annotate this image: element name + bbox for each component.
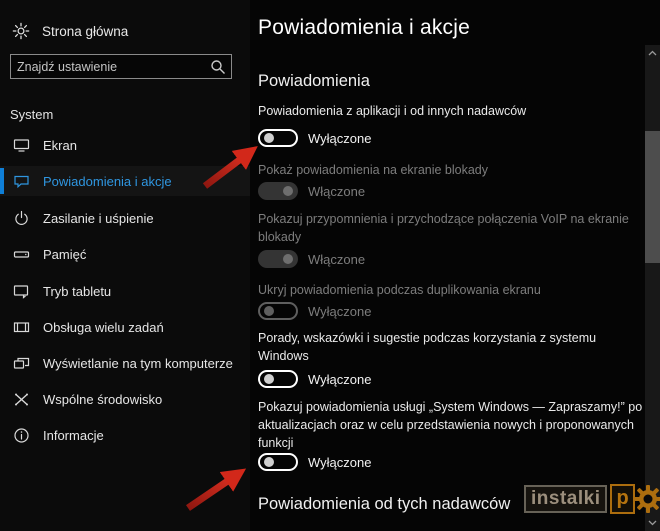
sidebar-item-powiadomienia[interactable] (0, 166, 250, 196)
home-label: Strona główna (42, 23, 129, 39)
toggle-knob (283, 254, 293, 264)
tablet-icon (13, 283, 30, 300)
multitasking-icon (13, 319, 30, 336)
sidebar-item-ekran[interactable] (0, 130, 250, 160)
display-icon (13, 137, 30, 154)
toggle-state-label: Włączone (308, 183, 366, 199)
sidebar-item-zasilanie[interactable] (0, 203, 250, 233)
sidebar-item-wyswietlanie[interactable] (0, 348, 250, 378)
sidebar-item-wspolne-srodowisko[interactable] (0, 384, 250, 414)
search-icon[interactable] (208, 57, 228, 77)
toggle-lockscreen-notifications[interactable] (258, 182, 298, 200)
main-content (250, 0, 660, 531)
scrollbar-track[interactable] (645, 45, 660, 531)
search-box (10, 54, 232, 79)
page-title: Powiadomienia i akcje (258, 16, 470, 39)
toggle-state-label: Wyłączone (308, 371, 372, 387)
toggle-app-notifications[interactable] (258, 129, 298, 147)
sidebar-item-label: Zasilanie i uśpienie (43, 210, 154, 226)
toggle-knob (264, 133, 274, 143)
setting-label: Pokazuj powiadomienia usługi „System Windows — Zapraszamy!” po aktualizacjach oraz w celu przedstawienia nowych i proponowanych funkcji (258, 400, 643, 450)
gear-icon (12, 22, 30, 40)
toggle-state-label: Włączone (308, 251, 366, 267)
toggle-tips-suggestions[interactable] (258, 370, 298, 388)
setting-label: Pokaż powiadomienia na ekranie blokady (258, 163, 489, 177)
watermark-suffix: p (610, 484, 634, 514)
sidebar-item-informacje[interactable] (0, 420, 250, 450)
sidebar-item-label: Obsługa wielu zadań (43, 319, 164, 335)
setting-label: Powiadomienia z aplikacji i od innych nadawców (258, 104, 527, 118)
sidebar (0, 0, 250, 531)
info-icon (13, 427, 30, 444)
toggle-voip-lockscreen[interactable] (258, 250, 298, 268)
chevron-up-icon (648, 50, 657, 56)
toggle-state-label: Wyłączone (308, 454, 372, 470)
watermark-instalki-pl (524, 482, 660, 516)
sidebar-item-label: Wyświetlanie na tym komputerze (43, 355, 233, 371)
chevron-down-icon (648, 520, 657, 526)
setting-label: Ukryj powiadomienia podczas duplikowania ekranu (258, 283, 541, 297)
sidebar-item-label: Pamięć (43, 246, 87, 262)
sidebar-item-label: Ekran (43, 137, 77, 153)
toggle-state-label: Wyłączone (308, 303, 372, 319)
scrollbar-down-button[interactable] (645, 515, 660, 531)
project-icon (13, 355, 30, 372)
toggle-welcome-experience[interactable] (258, 453, 298, 471)
shared-experiences-icon (13, 391, 30, 408)
toggle-knob (264, 374, 274, 384)
toggle-knob (264, 306, 274, 316)
search-input[interactable] (11, 60, 208, 74)
sidebar-item-label: Wspólne środowisko (43, 391, 163, 407)
toggle-knob (283, 186, 293, 196)
power-icon (13, 210, 30, 227)
section-title-powiadomienia: Powiadomienia (258, 72, 370, 90)
sidebar-item-label: Tryb tabletu (43, 283, 112, 299)
sidebar-item-obsluga-wielu-zadan[interactable] (0, 312, 250, 342)
scrollbar-up-button[interactable] (645, 45, 660, 61)
scrollbar-thumb[interactable] (645, 131, 660, 263)
sidebar-item-label: Informacje (43, 427, 104, 443)
home-button[interactable] (0, 16, 250, 46)
sidebar-section-label: System (10, 107, 54, 122)
storage-icon (13, 246, 30, 263)
section-title-nadawcy: Powiadomienia od tych nadawców (258, 495, 511, 513)
watermark-gear-icon (631, 482, 660, 516)
setting-label: Pokazuj przypomnienia i przychodzące połączenia VoIP na ekranie blokady (258, 212, 629, 244)
sidebar-item-pamiec[interactable] (0, 239, 250, 269)
watermark-brand: instalki (524, 485, 607, 513)
toggle-state-label: Wyłączone (308, 130, 372, 146)
setting-label: Porady, wskazówki i sugestie podczas korzystania z systemu Windows (258, 331, 597, 363)
toggle-hide-while-duplicating[interactable] (258, 302, 298, 320)
sidebar-item-label: Powiadomienia i akcje (43, 173, 172, 189)
notifications-icon (13, 173, 30, 190)
toggle-knob (264, 457, 274, 467)
sidebar-item-tryb-tabletu[interactable] (0, 276, 250, 306)
